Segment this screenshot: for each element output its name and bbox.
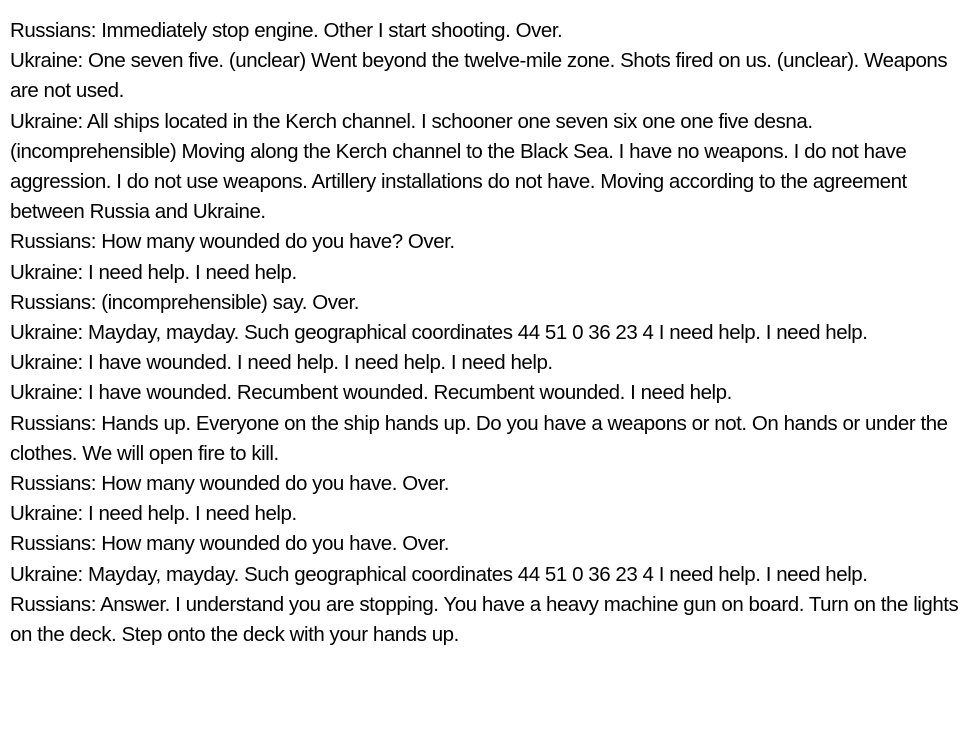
transcript-line: Russians: Answer. I understand you are stopping. You have a heavy machine gun on board. Turn on the lights on the deck. Step onto the deck with your hands up. — [10, 592, 959, 647]
transcript-line: Russians: Immediately stop engine. Other I start shooting. Over. — [10, 19, 563, 42]
transcript-line: Ukraine: I need help. I need help. — [10, 260, 297, 284]
transcript-line: Russians: How many wounded do you have. Over. — [10, 472, 449, 496]
transcript-line: Russians: How many wounded do you have? Over. — [10, 230, 455, 254]
transcript-line: Ukraine: One seven five. (unclear) Went beyond the twelve-mile zone. Shots fired on us. (unclear). Weapons are not used. — [10, 49, 948, 103]
transcript-line: Ukraine: Mayday, mayday. Such geographical coordinates 44 51 0 36 23 4 I need help. I need help. — [10, 321, 868, 345]
transcript-line: Ukraine: I have wounded. Recumbent wounded. Recumbent wounded. I need help. — [10, 381, 732, 405]
transcript-line: Ukraine: I have wounded. I need help. I need help. I need help. — [10, 351, 553, 375]
transcript-line: Ukraine: Mayday, mayday. Such geographical coordinates 44 51 0 36 23 4 I need help. I need help. — [10, 562, 868, 586]
transcript-line: Russians: Hands up. Everyone on the ship hands up. Do you have a weapons or not. On hands or under the clothes. We will open fire to kill. — [10, 411, 948, 465]
transcript-line: Ukraine: I need help. I need help. — [10, 502, 297, 526]
transcript-line: Russians: (incomprehensible) say. Over. — [10, 290, 359, 314]
transcript-line: Ukraine: All ships located in the Kerch channel. I schooner one seven six one one five desna. (incomprehensible) Moving along the Kerch channel to the Black Sea. I have no weapons. I do not have aggression. I do not use weapons. Artillery installations do not have. Moving according to the agreement between Russia and Ukraine. — [10, 109, 907, 224]
transcript-line: Russians: How many wounded do you have. Over. — [10, 532, 449, 556]
